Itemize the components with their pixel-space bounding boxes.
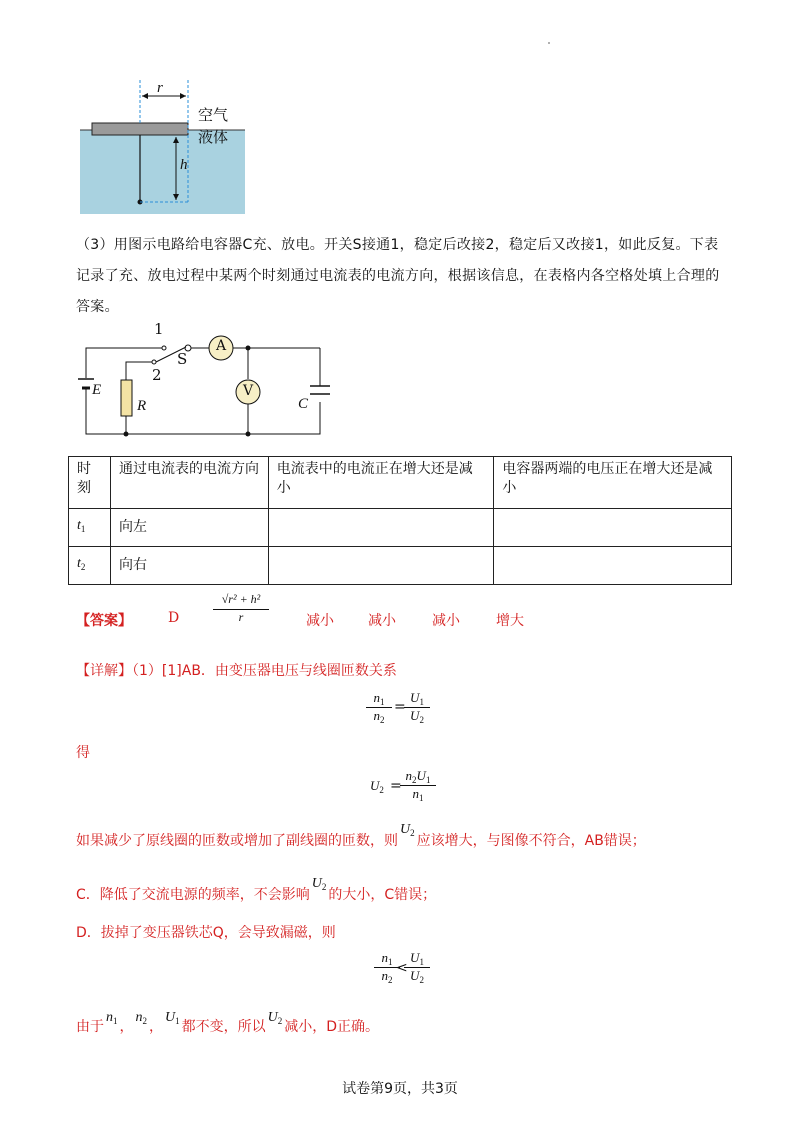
circuit-diagram [78, 322, 338, 444]
circuit-label-1: 1 [154, 320, 164, 338]
detail-intro: 【详解】（1）[1]AB．由变压器电压与线圈匝数关系 [76, 663, 397, 679]
answer-2-fraction [213, 592, 269, 625]
air-label: 空气 [198, 106, 229, 124]
eq1-left: $\frac{n_1}{n_2}$ [366, 690, 392, 725]
question-3 [76, 230, 736, 323]
detail-c: C．降低了交流电源的频率，不会影响$U_2$ 的大小，C错误； [76, 876, 437, 903]
row-current-blank[interactable] [268, 509, 494, 547]
eq2-lhs: $U_2$ [370, 778, 384, 795]
table-row [69, 509, 732, 547]
row-voltage-blank[interactable] [494, 547, 732, 585]
circuit-label-R: R [137, 398, 147, 414]
eq2-fraction: $\frac{n_2U_1}{n_1}$ [400, 768, 436, 803]
circuit-label-S: S [177, 350, 188, 368]
h-label: h [180, 157, 188, 173]
answer-5: 减小 [432, 613, 460, 629]
page-footer: 试卷第9页，共3页 [342, 1081, 458, 1097]
answer-2-numerator: √r² + h² [221, 592, 261, 606]
header-voltage: 电容器两端的电压正在增大还是减小 [494, 457, 732, 509]
r-label: r [157, 80, 163, 96]
circuit-label-C: C [298, 396, 309, 412]
header-direction: 通过电流表的电流方向 [110, 457, 268, 509]
answer-6: 增大 [496, 613, 524, 629]
eq3-op: < [396, 960, 408, 976]
question-3-line: 答案。 [76, 299, 119, 315]
answer-table [68, 456, 732, 585]
question-3-line: 记录了充、放电过程中某两个时刻通过电流表的电流方向，根据该信息，在表格内各空格处填上合理的 [76, 268, 720, 284]
row-time: $t_2$ [69, 547, 111, 585]
resistor [121, 380, 132, 416]
detail-d: D．拔掉了变压器铁芯Q，会导致漏磁，则 [76, 925, 336, 941]
eq1-op: = [394, 699, 406, 715]
header-current: 电流表中的电流正在增大还是减小 [268, 457, 494, 509]
rod-liquid-figure [76, 78, 266, 218]
eq3-left: $\frac{n_1}{n_2}$ [374, 950, 400, 985]
answer-3: 减小 [306, 613, 334, 629]
header-time: 时刻 [69, 457, 111, 509]
circuit-label-V: V [243, 383, 254, 399]
stray-dot [548, 42, 550, 44]
answer-4: 减小 [368, 613, 396, 629]
liquid-label: 液体 [198, 128, 229, 146]
detail-last: 由于$n_1$ ，$n_2$ ，$U_1$ 都不变，所以$U_2$ 减小，D正确。 [76, 1010, 380, 1035]
eq1-right: $\frac{U_1}{U_2}$ [404, 690, 430, 725]
row-voltage-blank[interactable] [494, 509, 732, 547]
row-time: $t_1$ [69, 509, 111, 547]
circuit-label-2: 2 [152, 366, 162, 384]
switch-contact-2 [152, 360, 156, 364]
switch-contact-1 [162, 346, 166, 350]
row-current-blank[interactable] [268, 547, 494, 585]
answer-2-denominator: r [213, 609, 269, 625]
answer-1: D [168, 610, 180, 626]
eq2-op: = [390, 778, 402, 794]
detail-ab: 如果减少了原线圈的匝数或增加了副线圈的匝数，则$U_2$ 应该增大，与图像不符合，AB错误； [76, 822, 646, 849]
row-direction: 向左 [110, 509, 268, 547]
row-direction: 向右 [110, 547, 268, 585]
eq3-right: $\frac{U_1}{U_2}$ [404, 950, 430, 985]
floating-plate [92, 123, 188, 135]
circuit-label-A: A [216, 338, 227, 354]
table-header-row [69, 457, 732, 509]
table-row [69, 547, 732, 585]
circuit-label-E: E [92, 382, 102, 398]
answer-label: 【答案】 [76, 613, 132, 629]
detail-de: 得 [76, 745, 90, 761]
question-3-line: （3）用图示电路给电容器C充、放电。开关S接通1，稳定后改接2，稳定后又改接1，如此反复。下表 [76, 237, 719, 253]
